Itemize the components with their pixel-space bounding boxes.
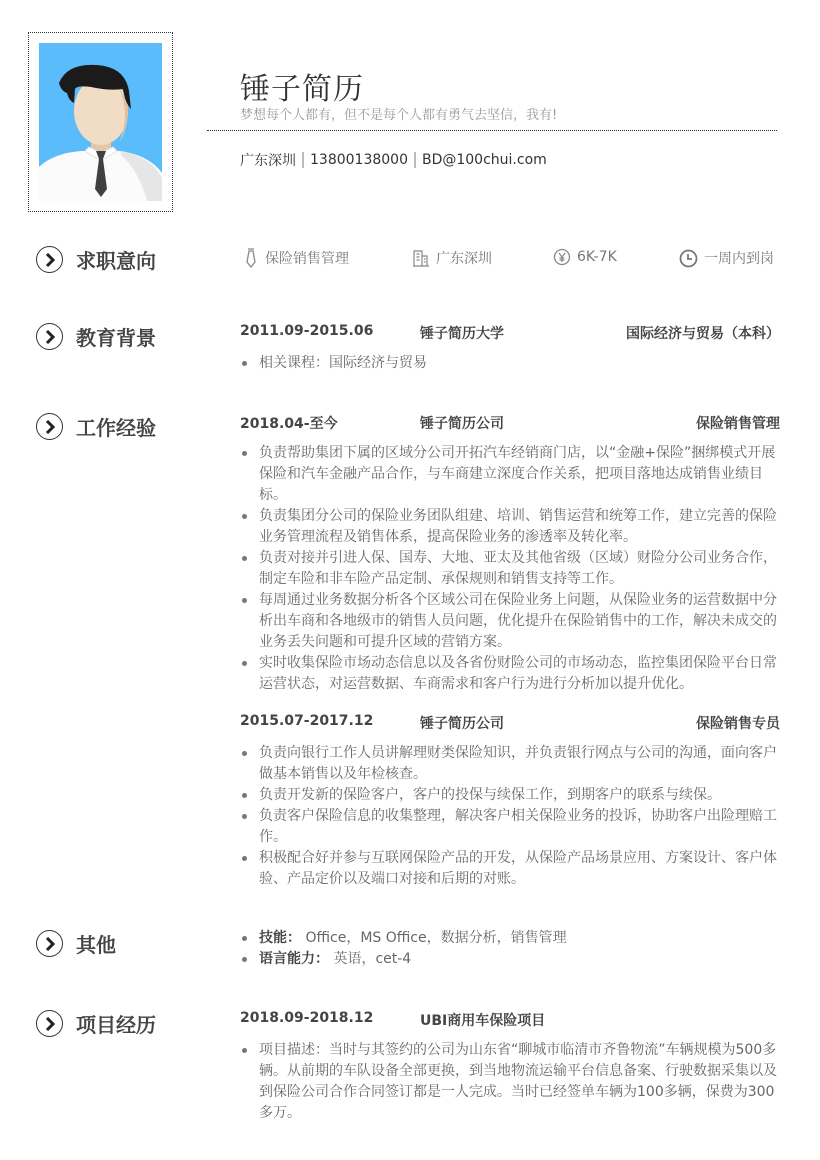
contact-phone: 13800138000: [310, 152, 408, 168]
section-header-intent: [36, 245, 156, 274]
intent-salary: [553, 248, 617, 266]
other-details: [240, 928, 780, 970]
section-title: 求职意向: [76, 249, 156, 273]
list-item: 每周通过业务数据分析各个区域公司在保险业务上问题，从保险业务的运营数据中分析出车商和各地级市的销售人员问题，优化提升在保险销售中的工作，解决未成交的业务丢失问题和可提升区域的营销方案。: [240, 590, 780, 653]
section-title: 工作经验: [76, 416, 156, 440]
job-company: 锤子简历公司: [420, 716, 504, 732]
list-item: 积极配合好并参与互联网保险产品的开发，从保险产品场景应用、方案设计、客户体验、产品定价以及端口对接和后期的对账。: [240, 848, 780, 890]
list-item: 负责帮助集团下属的区域分公司开拓汽车经销商门店，以“金融+保险”捆绑模式开展保险和汽车金融产品合作，与车商建立深度合作关系，把项目落地达成销售业绩目标。: [240, 443, 780, 506]
intent-label: 6K-7K: [577, 249, 617, 265]
section-header-education: [36, 322, 156, 351]
job-company: 锤子简历公司: [420, 416, 504, 432]
building-icon: [412, 249, 430, 267]
project-row: [240, 1010, 780, 1030]
list-item: 相关课程：国际经济与贸易: [240, 353, 780, 374]
section-title: 项目经历: [76, 1013, 156, 1037]
list-item: 负责客户保险信息的收集整理，解决客户相关保险业务的投诉，协助客户出险理赔工作。: [240, 806, 780, 848]
list-item: 负责集团分公司的保险业务团队组建、培训、销售运营和统筹工作，建立完善的保险业务管理流程及销售体系，提高保险业务的渗透率及转化率。: [240, 506, 780, 548]
list-item: 负责向银行工作人员讲解理财类保险知识，并负责银行网点与公司的沟通，面向客户做基本销售以及年检核查。: [240, 743, 780, 785]
yen-icon: [553, 248, 571, 266]
education-school: 锤子简历大学: [420, 326, 504, 342]
skills-value: Office，MS Office，数据分析，销售管理: [305, 930, 567, 946]
contact-separator: [302, 152, 304, 168]
chevron-right-icon: [36, 413, 63, 440]
intent-label: 广东深圳: [436, 251, 492, 267]
section-header-project: [36, 1009, 156, 1038]
intent-availability: [679, 248, 774, 268]
education-row: [240, 323, 780, 343]
project-name: UBI商用车保险项目: [420, 1013, 546, 1029]
project-details: [240, 1040, 780, 1124]
list-item: 实时收集保险市场动态信息以及各省份财险公司的市场动态，监控集团保险平台日常运营状态，对运营数据、车商需求和客户行为进行分析加以提升优化。: [240, 653, 780, 695]
list-item: [240, 928, 780, 949]
job-duties: [240, 743, 780, 890]
list-item: 负责对接并引进人保、国寿、大地、亚太及其他省级（区域）财险分公司业务合作，制定车险和非车险产品定制、承保规则和销售支持等工作。: [240, 548, 780, 590]
clock-icon: [679, 249, 698, 268]
avatar: [39, 43, 162, 201]
intent-label: 保险销售管理: [265, 251, 349, 267]
job-role: 保险销售管理: [696, 416, 780, 432]
intent-position: [243, 248, 349, 268]
contact-location: 广东深圳: [240, 153, 296, 169]
job-duties: [240, 443, 780, 695]
chevron-right-icon: [36, 930, 63, 957]
intent-label: 一周内到岗: [704, 251, 774, 267]
list-item: [240, 949, 780, 970]
job-role: 保险销售专员: [696, 716, 780, 732]
header-divider: [207, 130, 777, 131]
photo-frame: [28, 32, 173, 212]
section-header-work: [36, 412, 156, 441]
education-date: 2011.09-2015.06: [240, 323, 374, 339]
section-title: 教育背景: [76, 326, 156, 350]
chevron-right-icon: [36, 323, 63, 350]
contact-email[interactable]: BD@100chui.com: [421, 152, 547, 168]
section-title: 其他: [76, 933, 116, 957]
list-item: 负责开发新的保险客户，客户的投保与续保工作，到期客户的联系与续保。: [240, 785, 780, 806]
project-date: 2018.09-2018.12: [240, 1010, 374, 1026]
chevron-right-icon: [36, 1010, 63, 1037]
tie-icon: [243, 248, 259, 268]
intent-city: [412, 248, 492, 268]
section-header-other: [36, 929, 116, 958]
job-row: [240, 713, 780, 733]
education-major: 国际经济与贸易（本科）: [626, 326, 780, 342]
language-value: 英语，cet-4: [333, 951, 412, 967]
job-row: [240, 413, 780, 433]
contact-info: [240, 150, 547, 170]
skills-label: 技能：: [259, 930, 301, 946]
contact-separator: [414, 152, 416, 168]
language-label: 语言能力：: [259, 951, 329, 967]
motto: 梦想每个人都有，但不是每个人都有勇气去坚信，我有!: [240, 108, 558, 123]
avatar-illustration-icon: [39, 43, 162, 201]
list-item: 项目描述：当时与其签约的公司为山东省“聊城市临清市齐鲁物流”车辆规模为500多辆。从前期的车队设备全部更换，到当地物流运输平台信息备案、行驶数据采集以及到保险公司合作合同签订都是一人完成。当时已经签单车辆为100多辆，保费为300多万。: [240, 1040, 780, 1124]
education-details: [240, 353, 780, 374]
job-date: 2015.07-2017.12: [240, 713, 374, 729]
chevron-right-icon: [36, 246, 63, 273]
resume-name: 锤子简历: [240, 72, 364, 107]
job-date: 2018.04-至今: [240, 416, 338, 432]
